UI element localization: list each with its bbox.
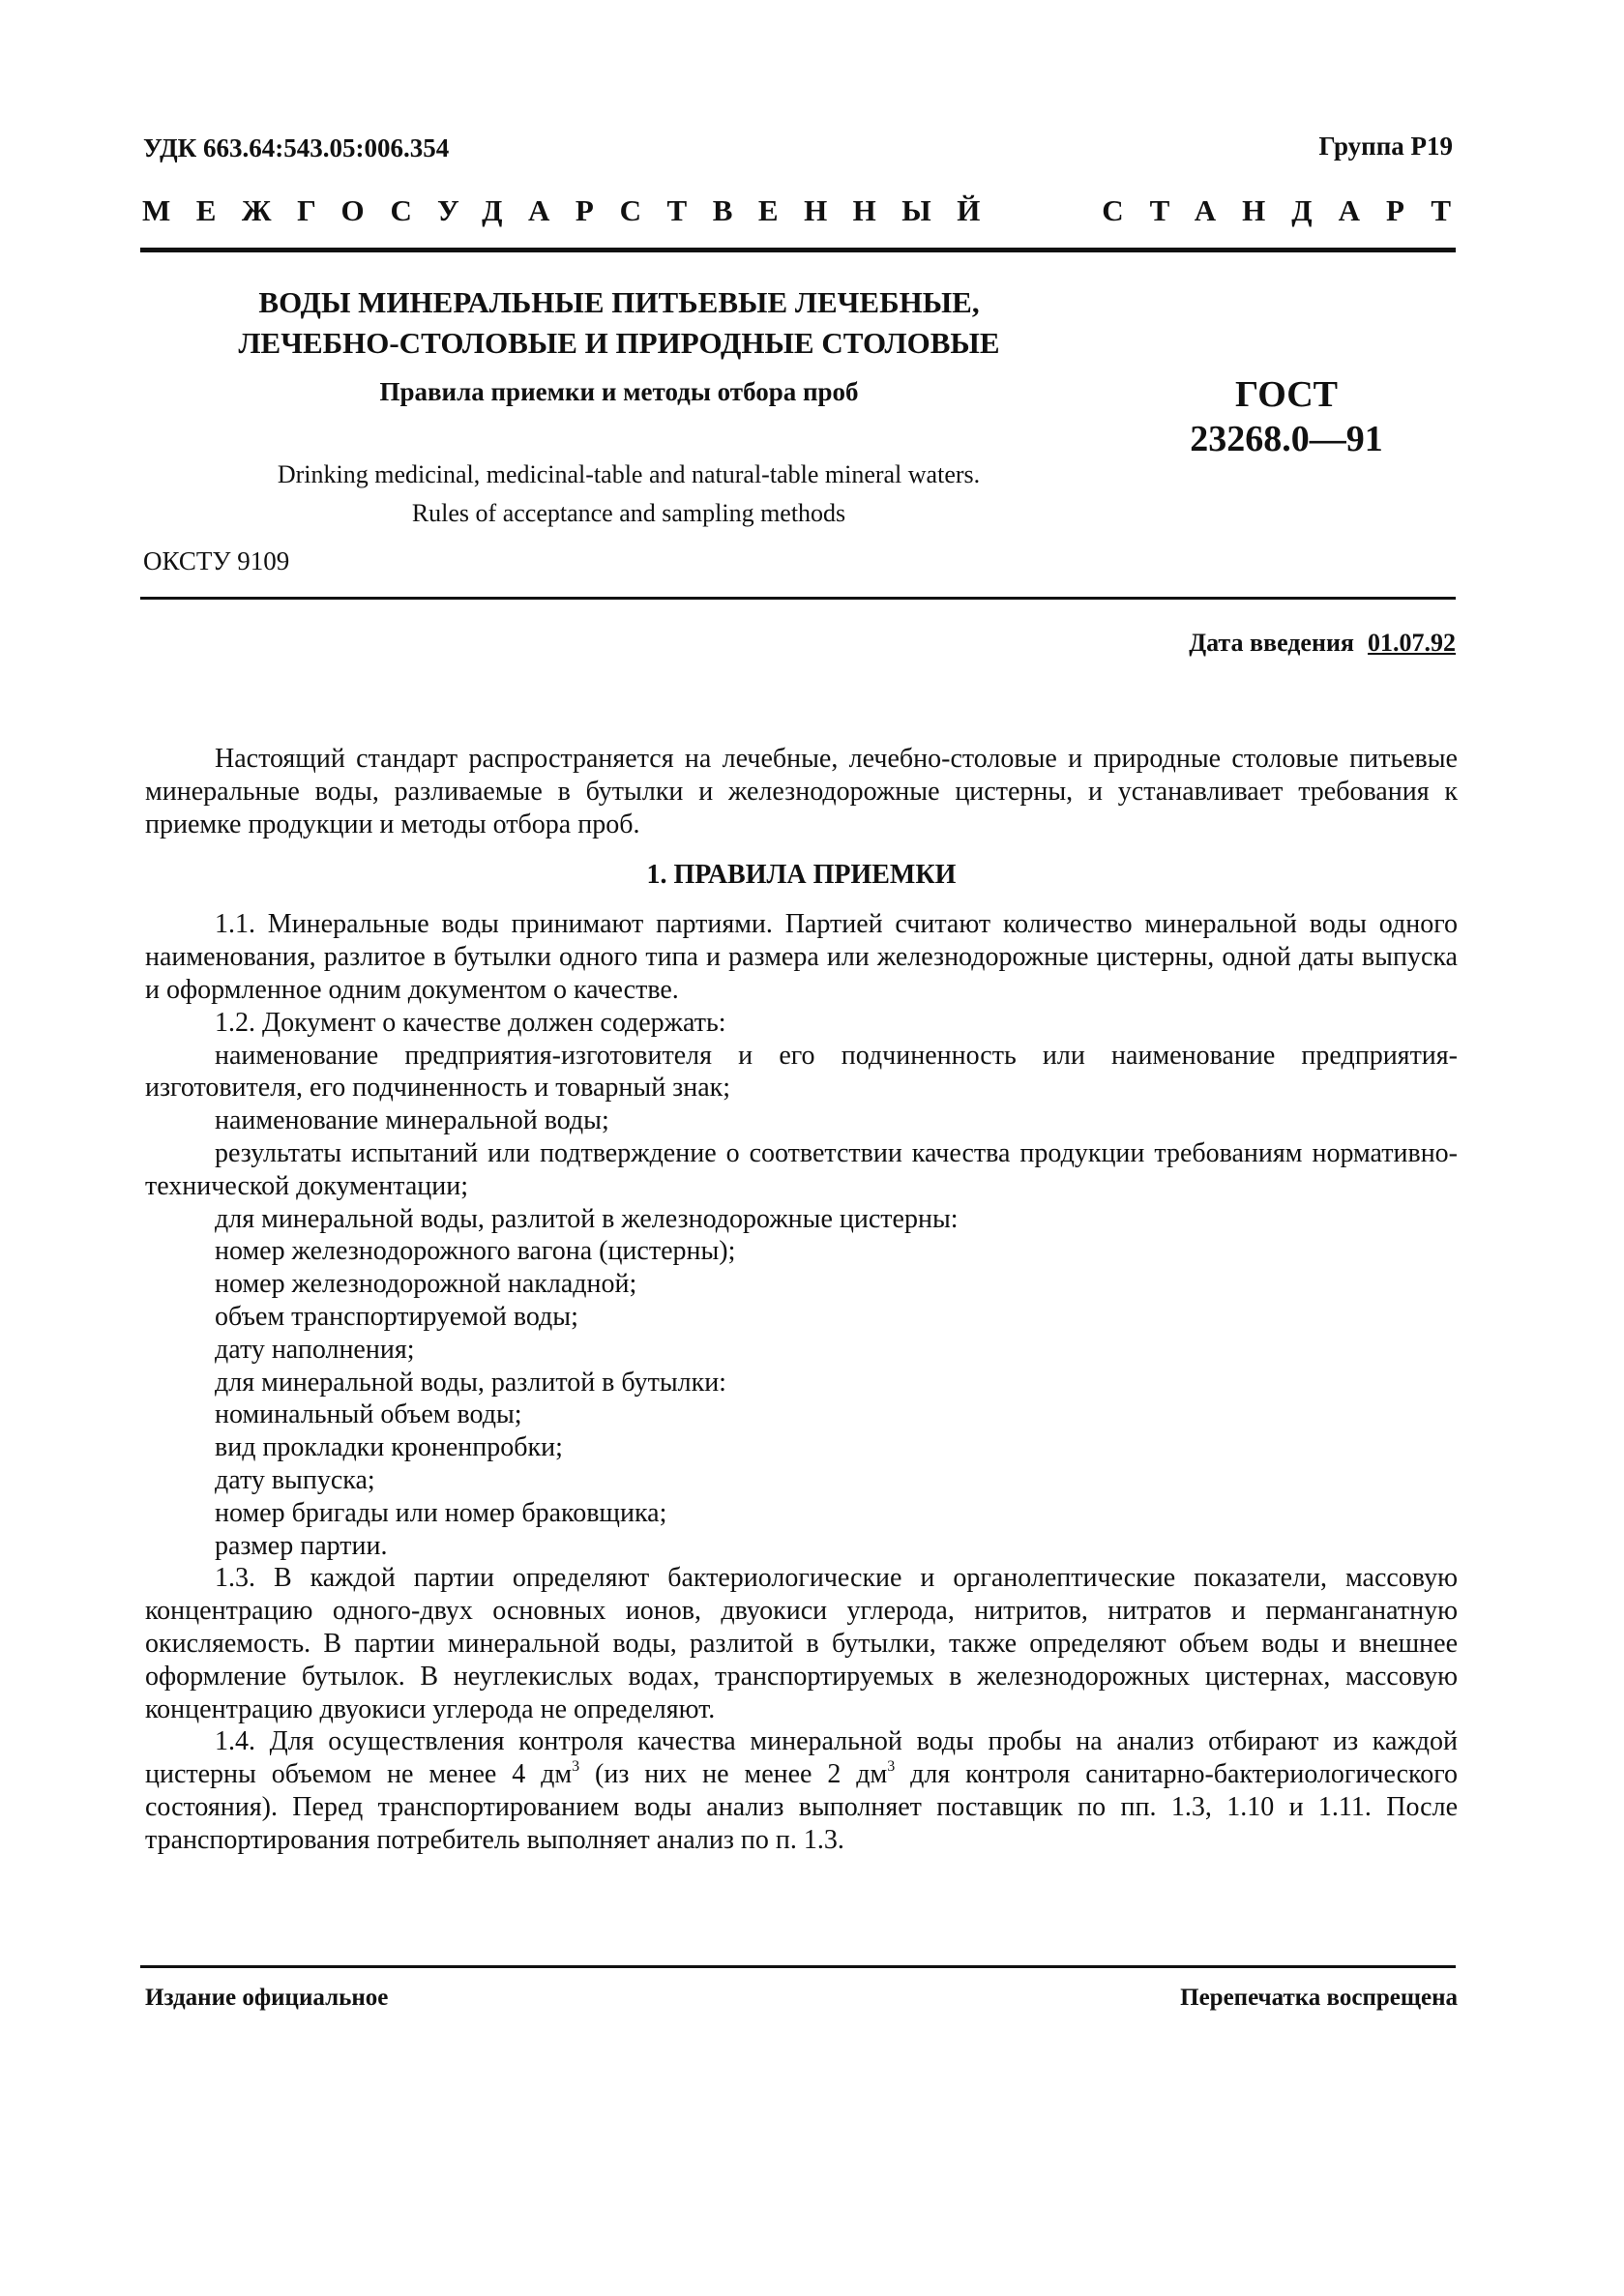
superscript-cubed: 3 [887, 1757, 896, 1775]
list-item: наименование предприятия-изготовителя и его подчиненность или наименование предприятия-изготовителя, его подчиненность и товарный знак; [145, 1040, 1458, 1104]
effective-date-value: 01.07.92 [1368, 629, 1456, 657]
list-item: результаты испытаний или подтверждение о соответствии качества продукции требованиям нормативно-технической документации; [145, 1137, 1458, 1201]
list-item: дату выпуска; [215, 1464, 375, 1495]
header-rule [140, 248, 1456, 252]
okstu-code: ОКСТУ 9109 [143, 546, 290, 575]
reprint-prohibited-note: Перепечатка воспрещена [1180, 1985, 1458, 2011]
footer-rule [140, 1965, 1456, 1968]
clause-1-3: 1.3. В каждой партии определяют бактериологические и органолептические показатели, массовую концентрацию одного-двух основных ионов, двуокиси углерода, нитритов, нитратов и перманганатную окисляемость. В партии минеральной воды, разлитой в бутылки, также определяют объем воды и внешнее оформление бутылок. В неуглекислых водах, транспортируемых в железнодорожных цистернах, массовую концентрацию двуокиси углерода не определяют. [145, 1563, 1458, 1724]
list-item: для минеральной воды, разлитой в железнодорожные цистерны: [215, 1203, 959, 1234]
title-line-2: ЛЕЧЕБНО-СТОЛОВЫЕ И ПРИРОДНЫЕ СТОЛОВЫЕ [238, 326, 1000, 360]
gost-number: 23268.0—91 [1190, 419, 1383, 459]
effective-date [1189, 629, 1456, 658]
english-title-line-1: Drinking medicinal, medicinal-table and natural-table mineral waters. [277, 460, 981, 488]
clause-1-1: 1.1. Минеральные воды принимают партиями. Партией считают количество минеральной воды одного наименования, разлитое в бутылки одного типа и размера или железнодорожные цистерны, одной даты выпуска и оформленное одним документом о качестве. [145, 909, 1458, 1005]
list-item: дату наполнения; [215, 1334, 415, 1365]
group-code: Группа Р19 [1318, 132, 1453, 161]
gost-designation [1141, 372, 1432, 461]
title-rule [140, 597, 1456, 600]
list-item: номер железнодорожной накладной; [215, 1269, 637, 1300]
list-item: номер железнодорожного вагона (цистерны); [215, 1236, 736, 1267]
list-item: номинальный объем воды; [215, 1399, 522, 1430]
effective-date-label: Дата введения [1189, 629, 1354, 657]
document-body [145, 743, 1458, 1857]
superscript-cubed: 3 [572, 1757, 580, 1775]
title-line-1: ВОДЫ МИНЕРАЛЬНЫЕ ПИТЬЕВЫЕ ЛЕЧЕБНЫЕ, [258, 285, 980, 319]
list-item: наименование минеральной воды; [215, 1105, 609, 1136]
list-item: вид прокладки кроненпробки; [215, 1432, 563, 1463]
section-heading: 1. ПРАВИЛА ПРИЕМКИ [646, 860, 957, 891]
udk-code: УДК 663.64:543.05:006.354 [143, 133, 450, 162]
english-title-line-2: Rules of acceptance and sampling methods [411, 499, 846, 527]
english-title [193, 456, 1064, 533]
list-item: для минеральной воды, разлитой в бутылки: [215, 1367, 726, 1398]
list-item: размер партии. [215, 1530, 388, 1561]
document-title [232, 282, 1006, 364]
clause-1-2: 1.2. Документ о качестве должен содержать: [215, 1007, 726, 1038]
official-edition-note: Издание официальное [145, 1985, 389, 2011]
banner-standard: СТАНДАРТ [1102, 193, 1477, 227]
banner-interstate: МЕЖГОСУДАРСТВЕННЫЙ [142, 193, 1006, 227]
clause-1-4: 1.4. Для осуществления контроля качества минеральной воды пробы на анализ отбирают из каждой цистерны объемом не менее 4 $дм^3$ (из них не менее 2 $дм^3$ для контроля санитарно-бактериологического состояния). Перед транспортированием воды анализ выполняет поставщик по пп. 1.3, 1.10 и 1.11. После транспортирования потребитель выполняет анализ по п. 1.3. [145, 1726, 1458, 1855]
document-subtitle: Правила приемки и методы отбора проб [379, 377, 859, 406]
gost-label: ГОСТ [1234, 374, 1339, 415]
list-item: номер бригады или номер браковщика; [215, 1497, 667, 1528]
intro-paragraph: Настоящий стандарт распространяется на лечебные, лечебно-столовые и природные столовые питьевые минеральные воды, разливаемые в бутылки и железнодорожные цистерны, и устанавливает требования к приемке продукции и методы отбора проб. [145, 744, 1458, 839]
list-item: объем транспортируемой воды; [215, 1301, 578, 1332]
standard-banner [140, 193, 1477, 240]
